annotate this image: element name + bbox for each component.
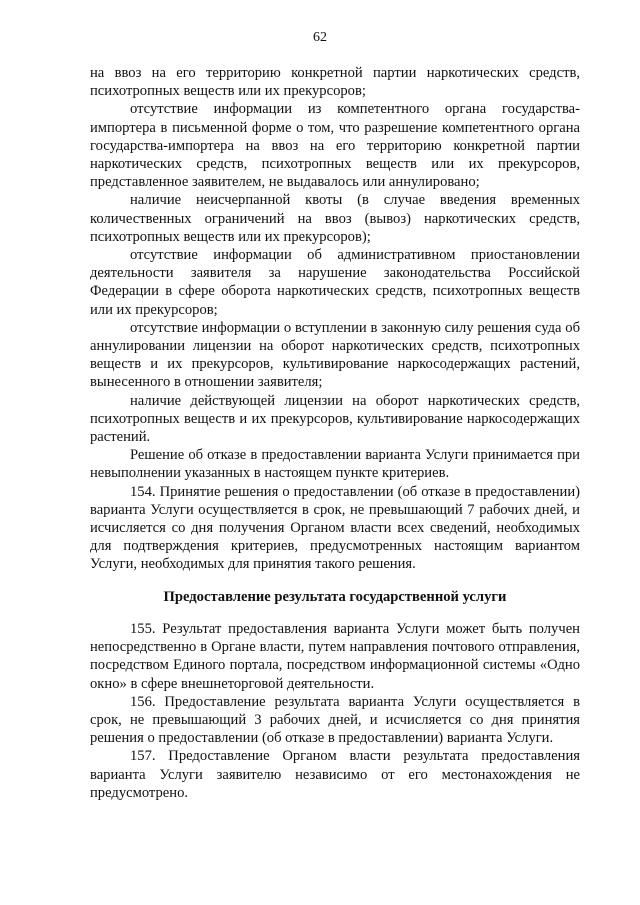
paragraph-no-license-annulment: отсутствие информации о вступлении в законную силу решения суда об аннулировании лицензии на оборот наркотических средств, психотропных веществ и их прекурсоров, культивирование наркосодержащих растений, вынесенного в отношении заявителя; xyxy=(90,319,580,391)
paragraph-no-suspension: отсутствие информации об административном приостановлении деятельности заявителя за нарушение законодательства Российской Федерации в сфере оборота наркотических средств, психотропных веществ или их прекурсоров; xyxy=(90,247,580,318)
paragraph-154: 154. Принятие решения о предоставлении (об отказе в предоставлении) варианта Услуги осуществляется в срок, не превышающий 7 рабочих дней, и исчисляется со дня получения Органом власти всех сведений, необходимых для подтверждения критериев, предусмотренных настоящим вариантом Услуги, необходимых для принятия такого решения. xyxy=(90,483,580,573)
paragraph-157: 157. Предоставление Органом власти результата предоставления варианта Услуги заявителю независимо от его местонахождения не предусмотрено. xyxy=(90,748,580,801)
paragraph-156: 156. Предоставление результата варианта Услуги осуществляется в срок, не превышающий 3 рабочих дней, и исчисляется со дня принятия решения о предоставлении (об отказе в предоставлении) варианта Услуги. xyxy=(90,693,580,747)
paragraph-no-importer-info: отсутствие информации из компетентного органа государства-импортера в письменной форме о том, что разрешение компетентного органа государства-импортера на ввоз на его территорию конкретной партии наркотических средств, психотропных веществ или их прекурсоров, представленное заявителем, не выдавалось или аннулировано; xyxy=(90,101,580,191)
page-number: 62 xyxy=(313,30,327,45)
section-heading: Предоставление результата государственной услуги xyxy=(163,588,507,605)
document-body xyxy=(90,64,580,802)
paragraph-155: 155. Результат предоставления варианта Услуги может быть получен непосредственно в Органе власти, путем направления почтового отправления, посредством Единого портала, посредством информационной системы «Одно окно» в сфере внешнеторговой деятельности. xyxy=(90,620,580,692)
paragraph-valid-license: наличие действующей лицензии на оборот наркотических средств, психотропных веществ и их прекурсоров, культивирование наркосодержащих растений. xyxy=(90,392,580,446)
paragraph-continuation: на ввоз на его территорию конкретной партии наркотических средств, психотропных веществ или их прекурсоров; xyxy=(90,65,580,100)
paragraph-refusal-decision: Решение об отказе в предоставлении варианта Услуги принимается при невыполнении указанных в настоящем пункте критериев. xyxy=(90,447,580,482)
paragraph-quota: наличие неисчерпанной квоты (в случае введения временных количественных ограничений на ввоз (вывоз) наркотических средств, психотропных веществ или их прекурсоров); xyxy=(90,192,580,245)
